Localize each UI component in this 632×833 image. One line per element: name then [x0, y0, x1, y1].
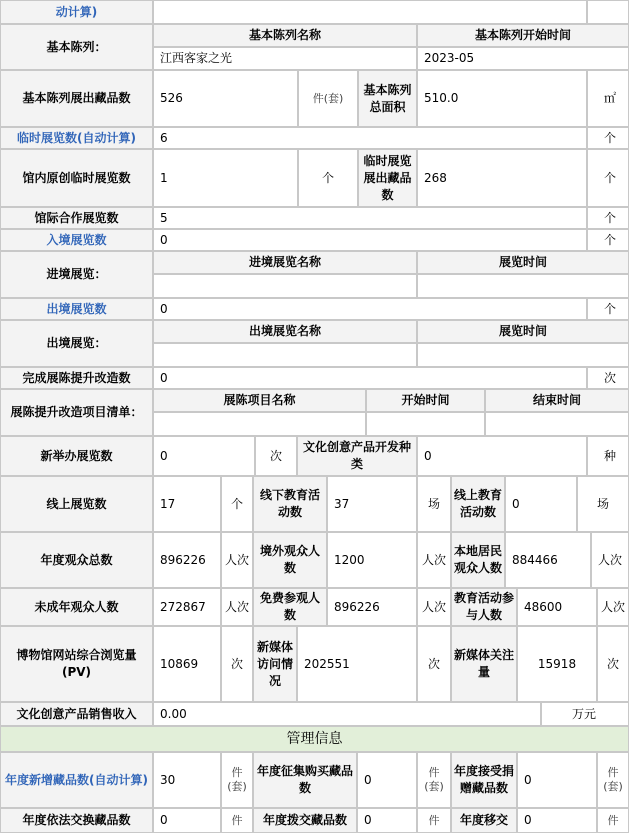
upgrade-list-label: 展陈提升改造项目清单：: [0, 389, 153, 436]
new-exhibition-label: 新举办展览数: [0, 436, 153, 476]
donated-collections-value[interactable]: 0: [517, 752, 597, 808]
upgrade-label: 完成展陈提升改造数: [0, 367, 153, 389]
temp-original-unit: 个: [298, 149, 358, 207]
inbound-name-header: 进境展览名称: [153, 251, 417, 274]
upgrade-start-header: 开始时间: [366, 389, 485, 412]
new-collections-value: 30: [153, 752, 221, 808]
creative-sales-label: 文化创意产品销售收入: [0, 702, 153, 726]
foreign-visitors-unit: 人次: [417, 532, 451, 588]
upgrade-end-cell[interactable]: [485, 412, 629, 436]
inbound-label: 入境展览数: [0, 229, 153, 251]
total-visitors-unit: 人次: [221, 532, 253, 588]
temp-items-value[interactable]: 268: [417, 149, 587, 207]
free-visitors-unit: 人次: [417, 588, 451, 626]
temp-exhibition-label: 临时展览数(自动计算): [0, 127, 153, 149]
minor-visitors-value[interactable]: 272867: [153, 588, 221, 626]
basic-exhibition-label: 基本陈列：: [0, 24, 153, 70]
outbound-name-header: 出境展览名称: [153, 320, 417, 343]
online-exhibition-unit: 个: [221, 476, 253, 532]
outbound-name-cell[interactable]: [153, 343, 417, 367]
basic-name-value: 江西客家之光: [153, 47, 417, 70]
exchange-collections-value[interactable]: 0: [153, 808, 221, 833]
offline-edu-value[interactable]: 37: [327, 476, 417, 532]
offline-edu-label: 线下教育活动数: [253, 476, 327, 532]
donated-collections-label: 年度接受捐赠藏品数: [451, 752, 517, 808]
transferred-collections-label: 年度移交: [451, 808, 517, 833]
free-visitors-label: 免费参观人数: [253, 588, 327, 626]
inbound-time-header: 展览时间: [417, 251, 629, 274]
creative-types-label: 文化创意产品开发种类: [297, 436, 417, 476]
basic-count-value[interactable]: 526: [153, 70, 298, 127]
minor-visitors-label: 未成年观众人数: [0, 588, 153, 626]
creative-sales-value[interactable]: 0.00: [153, 702, 541, 726]
inbound-time-cell[interactable]: [417, 274, 629, 298]
edu-participants-value[interactable]: 48600: [517, 588, 597, 626]
upgrade-start-cell[interactable]: [366, 412, 485, 436]
outbound-unit: 个: [587, 298, 629, 320]
outbound-time-header: 展览时间: [417, 320, 629, 343]
new-media-followers-unit: 次: [597, 626, 629, 702]
offline-edu-unit: 场: [417, 476, 451, 532]
total-visitors-value[interactable]: 896226: [153, 532, 221, 588]
website-pv-label: 博物馆网站综合浏览量(PV): [0, 626, 153, 702]
edu-participants-label: 教育活动参与人数: [451, 588, 517, 626]
allocated-collections-value[interactable]: 0: [357, 808, 417, 833]
allocated-collections-unit: 件: [417, 808, 451, 833]
temp-exhibition-unit: 个: [587, 127, 629, 149]
partial-unit: [587, 0, 629, 24]
new-exhibition-value[interactable]: 0: [153, 436, 255, 476]
basic-time-header: 基本陈列开始时间: [417, 24, 629, 47]
donated-collections-unit: 件(套): [597, 752, 629, 808]
upgrade-unit: 次: [587, 367, 629, 389]
basic-count-label: 基本陈列展出藏品数: [0, 70, 153, 127]
basic-time-value: 2023-05: [417, 47, 629, 70]
online-edu-label: 线上教育活动数: [451, 476, 505, 532]
management-info-section: 管理信息: [0, 726, 629, 752]
outbound-list-label: 出境展览：: [0, 320, 153, 367]
basic-area-label: 基本陈列总面积: [358, 70, 417, 127]
online-exhibition-label: 线上展览数: [0, 476, 153, 532]
basic-name-header: 基本陈列名称: [153, 24, 417, 47]
cooperation-label: 馆际合作展览数: [0, 207, 153, 229]
basic-count-unit: 件(套): [298, 70, 358, 127]
cooperation-value[interactable]: 5: [153, 207, 587, 229]
cooperation-unit: 个: [587, 207, 629, 229]
temp-items-unit: 个: [587, 149, 629, 207]
allocated-collections-label: 年度拨交藏品数: [253, 808, 357, 833]
new-collections-unit: 件(套): [221, 752, 253, 808]
upgrade-name-header: 展陈项目名称: [153, 389, 366, 412]
online-edu-unit: 场: [577, 476, 629, 532]
creative-types-unit: 种: [587, 436, 629, 476]
transferred-collections-unit: 件: [597, 808, 629, 833]
partial-label: 动计算): [0, 0, 153, 24]
temp-items-label: 临时展览展出藏品数: [358, 149, 417, 207]
inbound-list-label: 进境展览：: [0, 251, 153, 298]
creative-types-value[interactable]: 0: [417, 436, 587, 476]
creative-sales-unit: 万元: [541, 702, 629, 726]
website-pv-unit: 次: [221, 626, 253, 702]
new-collections-label: 年度新增藏品数(自动计算): [0, 752, 153, 808]
minor-visitors-unit: 人次: [221, 588, 253, 626]
purchase-collections-unit: 件(套): [417, 752, 451, 808]
free-visitors-value[interactable]: 896226: [327, 588, 417, 626]
new-media-followers-value[interactable]: 15918: [517, 626, 597, 702]
inbound-unit: 个: [587, 229, 629, 251]
local-visitors-unit: 人次: [591, 532, 629, 588]
website-pv-value[interactable]: 10869: [153, 626, 221, 702]
basic-area-value[interactable]: 510.0: [417, 70, 587, 127]
purchase-collections-value[interactable]: 0: [357, 752, 417, 808]
inbound-value: 0: [153, 229, 587, 251]
new-media-unit: 次: [417, 626, 451, 702]
inbound-name-cell[interactable]: [153, 274, 417, 298]
temp-exhibition-value: 6: [153, 127, 587, 149]
new-exhibition-unit: 次: [255, 436, 297, 476]
outbound-label: 出境展览数: [0, 298, 153, 320]
partial-value: [153, 0, 587, 24]
local-visitors-label: 本地居民观众人数: [451, 532, 505, 588]
foreign-visitors-label: 境外观众人数: [253, 532, 327, 588]
total-visitors-label: 年度观众总数: [0, 532, 153, 588]
upgrade-value[interactable]: 0: [153, 367, 587, 389]
exchange-collections-label: 年度依法交换藏品数: [0, 808, 153, 833]
outbound-value: 0: [153, 298, 587, 320]
basic-area-unit: ㎡: [587, 70, 629, 127]
edu-participants-unit: 人次: [597, 588, 629, 626]
transferred-collections-value[interactable]: 0: [517, 808, 597, 833]
local-visitors-value[interactable]: 884466: [505, 532, 591, 588]
purchase-collections-label: 年度征集购买藏品数: [253, 752, 357, 808]
new-media-followers-label: 新媒体关注量: [451, 626, 517, 702]
outbound-time-cell[interactable]: [417, 343, 629, 367]
online-edu-value[interactable]: 0: [505, 476, 577, 532]
temp-original-value[interactable]: 1: [153, 149, 298, 207]
new-media-label: 新媒体访问情况: [253, 626, 297, 702]
new-media-value[interactable]: 202551: [297, 626, 417, 702]
temp-original-label: 馆内原创临时展览数: [0, 149, 153, 207]
exchange-collections-unit: 件: [221, 808, 253, 833]
upgrade-name-cell[interactable]: [153, 412, 366, 436]
foreign-visitors-value[interactable]: 1200: [327, 532, 417, 588]
online-exhibition-value[interactable]: 17: [153, 476, 221, 532]
upgrade-end-header: 结束时间: [485, 389, 629, 412]
